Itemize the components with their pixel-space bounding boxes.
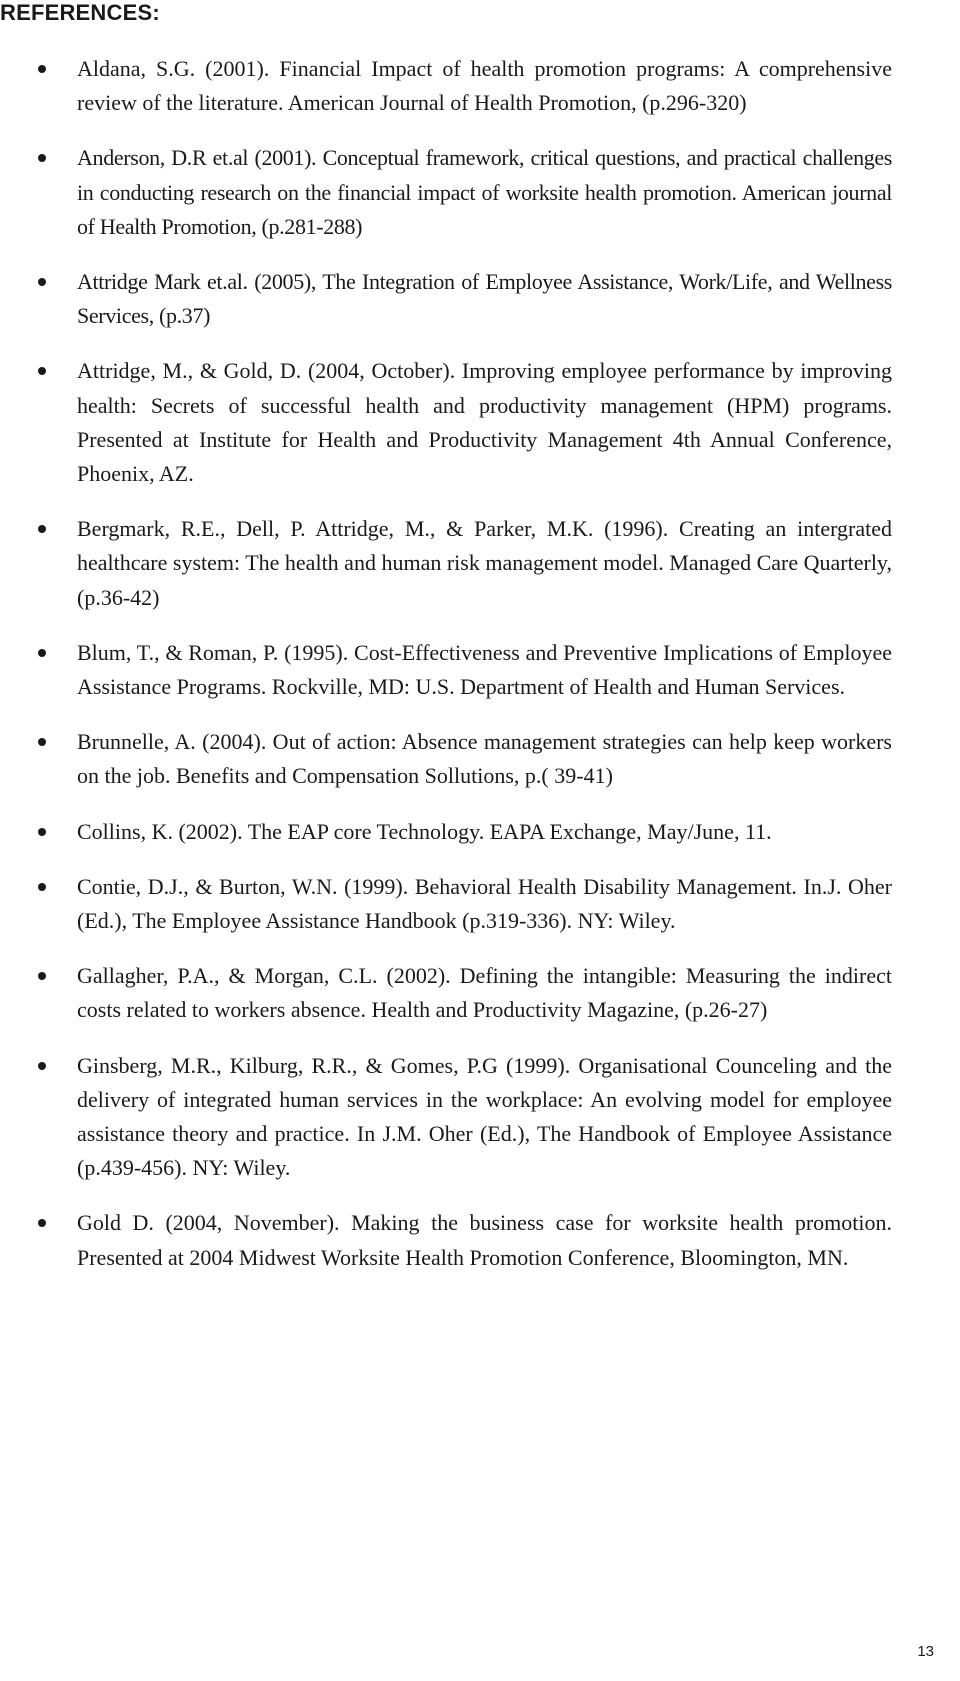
reference-text: Contie, D.J., & Burton, W.N. (1999). Behavioral Health Disability Management. In.J. Oher (Ed.), The Employee Assistance Handbook (p.319-336). NY: Wiley. bbox=[77, 873, 892, 934]
bullet-icon bbox=[38, 828, 46, 836]
reference-text: Aldana, S.G. (2001). Financial Impact of health promotion programs: A comprehensive review of the literature. American Journal of Health Promotion, (p.296-320) bbox=[77, 56, 892, 116]
reference-text: Blum, T., & Roman, P. (1995). Cost-Effectiveness and Preventive Implications of Employee Assistance Programs. Rockville, MD: U.S. Department of Health and Human Services. bbox=[77, 639, 892, 700]
reference-item bbox=[0, 815, 960, 849]
reference-item bbox=[0, 265, 960, 333]
page-number: 13 bbox=[917, 1643, 934, 1660]
reference-item bbox=[0, 141, 960, 244]
reference-text: Gallagher, P.A., & Morgan, C.L. (2002). Defining the intangible: Measuring the indirect costs related to workers absence. Health and Productivity Magazine, (p.26-27) bbox=[77, 963, 892, 1023]
bullet-icon bbox=[38, 525, 46, 533]
reference-item bbox=[0, 959, 960, 1027]
reference-item bbox=[0, 512, 960, 615]
bullet-icon bbox=[38, 883, 46, 891]
reference-item bbox=[0, 636, 960, 704]
bullet-icon bbox=[38, 154, 46, 162]
bullet-icon bbox=[38, 738, 46, 746]
page-heading: REFERENCES: bbox=[0, 0, 160, 25]
reference-item bbox=[0, 52, 960, 120]
reference-item bbox=[0, 725, 960, 793]
bullet-icon bbox=[38, 972, 46, 980]
reference-text: Gold D. (2004, November). Making the business case for worksite health promotion. Presented at 2004 Midwest Worksite Health Promotion Conference, Bloomington, MN. bbox=[77, 1210, 892, 1270]
reference-item bbox=[0, 1049, 960, 1186]
bullet-icon bbox=[38, 649, 46, 657]
reference-text: Ginsberg, M.R., Kilburg, R.R., & Gomes, P.G (1999). Organisational Counceling and the delivery of integrated human services in the workplace: An evolving model for employee assistance theory and practice. In J.M. Oher (Ed.), The Handbook of Employee Assistance (p.439-456). NY: Wiley. bbox=[77, 1052, 892, 1181]
bullet-icon bbox=[38, 367, 46, 375]
reference-text: Brunnelle, A. (2004). Out of action: Absence management strategies can help keep workers on the job. Benefits and Compensation Sollutions, p.( 39-41) bbox=[77, 729, 892, 789]
reference-item bbox=[0, 870, 960, 938]
bullet-icon bbox=[38, 1062, 46, 1070]
reference-text: Bergmark, R.E., Dell, P. Attridge, M., & Parker, M.K. (1996). Creating an intergrated healthcare system: The health and human risk management model. Managed Care Quarterly, (p.36-42) bbox=[77, 516, 892, 610]
reference-text: Collins, K. (2002). The EAP core Technology. EAPA Exchange, May/June, 11. bbox=[77, 818, 772, 844]
reference-text: Attridge, M., & Gold, D. (2004, October). Improving employee performance by improving health: Secrets of successful health and productivity management (HPM) programs. Presented at Institute for Health and Productivity Management 4th Annual Conference, Phoenix, AZ. bbox=[77, 358, 892, 487]
bullet-icon bbox=[38, 1219, 46, 1227]
reference-item bbox=[0, 354, 960, 491]
reference-item bbox=[0, 1206, 960, 1274]
reference-text: Anderson, D.R et.al (2001). Conceptual framework, critical questions, and practical challenges in conducting research on the financial impact of worksite health promotion. American journal of Health Promotion, (p.281-288) bbox=[77, 145, 892, 239]
reference-text: Attridge Mark et.al. (2005), The Integration of Employee Assistance, Work/Life, and Wellness Services, (p.37) bbox=[77, 269, 892, 329]
bullet-icon bbox=[38, 278, 46, 286]
bullet-icon bbox=[38, 65, 46, 73]
reference-list bbox=[0, 52, 960, 1296]
